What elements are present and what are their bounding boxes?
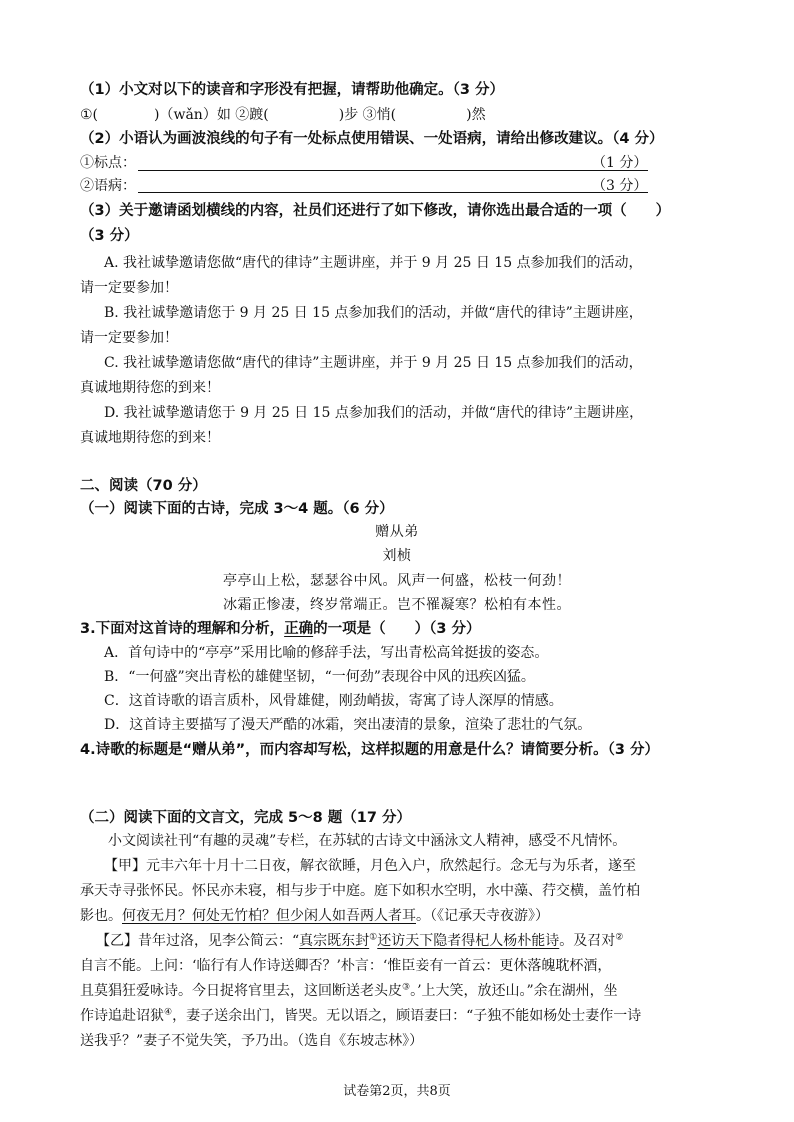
jia-underlined-sentence: 何夜无月？何处无竹柏？但少闲人如吾两人者耳 <box>122 908 416 924</box>
footnote-3: ③ <box>402 982 411 993</box>
question-3-pre: 3.下面对这首诗的理解和分析， <box>80 621 285 637</box>
yi-line-3-end: 。’上大笑，放还山。”余在湖州，坐 <box>410 983 618 999</box>
jia-line-3-start: 影也。 <box>80 908 122 924</box>
part2-intro: 小文阅读社刊“有趣的灵魂”专栏，在苏轼的古诗文中涵泳文人精神，感受不凡情怀。 <box>108 833 627 849</box>
q3-option-b: B．“一何盛”突出青松的雄健坚韧，“一何劲”表现谷中风的迅疾凶猛。 <box>104 669 535 685</box>
footnote-1: ① <box>369 932 378 943</box>
yi-line-1-end: 。及召对 <box>559 933 616 949</box>
jia-line-2: 承天寺寻张怀民。怀民亦未寝，相与步于中庭。庭下如积水空明，水中藻、荇交横，盖竹柏 <box>80 883 640 899</box>
q2-punct-label: ①标点： <box>80 155 136 171</box>
option-b-line2: 请一定要参加！ <box>80 330 178 346</box>
yi-line-4-start: 作诗追赴诏狱 <box>80 1008 164 1024</box>
footnote-2: ② <box>615 932 624 943</box>
q2-punct-score: （1 分） <box>592 155 648 171</box>
question-3-emphasis: 正确 <box>284 621 314 637</box>
option-b-line1: B. 我社诚挚邀请您于 9 月 25 日 15 点参加我们的活动，并做“唐代的律诗”主题讲座， <box>104 305 643 321</box>
option-a-line1: A. 我社诚挚邀请您做“唐代的律诗”主题讲座，并于 9 月 25 日 15 点参加我们的活动， <box>104 255 643 271</box>
q3-score: （3 分） <box>80 228 139 244</box>
yi-line-4 <box>80 1005 641 1025</box>
q2-grammar-answer-line[interactable] <box>138 192 648 193</box>
question-4: 4.诗歌的标题是“赠从弟”，而内容却写松，这样拟题的用意是什么？请简要分析。（3 分） <box>80 742 660 758</box>
option-d-line2: 真诚地期待您的到来！ <box>80 430 220 446</box>
poem-line-2: 冰霜正惨凄，终岁常端正。岂不罹凝寒？松柏有本性。 <box>223 597 571 613</box>
yi-line-4-end: ，妻子送余出门，皆哭。无以语之，顾语妻曰：“子独不能如杨处士妻作一诗 <box>172 1008 642 1024</box>
option-a-line2: 请一定要参加！ <box>80 280 178 296</box>
part2-title: （二）阅读下面的文言文，完成 5～8 题（17 分） <box>80 810 411 826</box>
q2-punct-answer-line[interactable] <box>138 170 648 171</box>
yi-underlined-2: 还访天下隐者得杞人杨朴能诗 <box>377 933 560 949</box>
q2-grammar-label: ②语病： <box>80 178 136 194</box>
yi-underlined-1: 真宗既东封 <box>299 933 370 949</box>
footnote-4: ④ <box>164 1007 173 1018</box>
q3-option-a: A．首句诗中的“亭亭”采用比喻的修辞手法，写出青松高耸挺拔的姿态。 <box>104 645 549 661</box>
jia-line-3 <box>80 905 549 925</box>
poem-title: 赠从弟 <box>375 524 419 540</box>
jia-line-1: 【甲】元丰六年十月十二日夜，解衣欲睡，月色入户，欣然起行。念无与为乐者，遂至 <box>104 858 636 874</box>
option-d-line1: D. 我社诚挚邀请您于 9 月 25 日 15 点参加我们的活动，并做“唐代的律诗”主题讲座， <box>104 405 644 421</box>
question-3-post: 的一项是（ ）（3 分） <box>313 621 481 637</box>
part1-title: （一）阅读下面的古诗，完成 3～4 题。（6 分） <box>80 501 394 517</box>
question-3 <box>80 617 481 638</box>
option-c-line2: 真诚地期待您的到来！ <box>80 380 220 396</box>
q3-option-c: C．这首诗歌的语言质朴，风骨雄健，刚劲峭拔，寄寓了诗人深厚的情感。 <box>104 693 563 709</box>
q3-title: （3）关于邀请函划横线的内容，社员们还进行了如下修改，请你选出最合适的一项（ ） <box>80 203 671 219</box>
q3-option-d: D．这首诗主要描写了漫天严酷的冰霜，突出凄清的景象，渲染了悲壮的气氛。 <box>104 717 592 733</box>
q1-items: ①( )（wǎn）如 ②踱( )步 ③悄( )然 <box>80 107 486 123</box>
q2-grammar-score: （3 分） <box>592 178 648 194</box>
page-footer: 试卷第2页，共8页 <box>343 1084 451 1099</box>
poem-line-1: 亭亭山上松，瑟瑟谷中风。风声一何盛，松枝一何劲！ <box>223 573 571 589</box>
yi-line-1-start: 【乙】昔年过洛，见李公简云：“ <box>96 933 300 949</box>
jia-source: 。（《记承天寺夜游》） <box>416 908 549 924</box>
poem-author: 刘桢 <box>382 548 412 564</box>
yi-line-2: 自言不能。上问：‘临行有人作诗送卿否？’朴言：‘惟臣妾有一首云：更休落魄耽杯酒， <box>80 958 612 974</box>
q1-title: （1）小文对以下的读音和字形没有把握，请帮助他确定。（3 分） <box>80 82 504 98</box>
option-c-line1: C. 我社诚挚邀请您做“唐代的律诗”主题讲座，并于 9 月 25 日 15 点参加我们的活动， <box>104 355 643 371</box>
yi-line-3-start: 且莫猖狂爱咏诗。今日捉将官里去，这回断送老头皮 <box>80 983 402 999</box>
yi-line-3 <box>80 980 618 1000</box>
q2-title: （2）小语认为画波浪线的句子有一处标点使用错误、一处语病，请给出修改建议。（4 分） <box>80 131 664 147</box>
yi-line-5: 送我乎？”妻子不觉失笑，予乃出。（选自《东坡志林》） <box>80 1033 424 1049</box>
section-title: 二、阅读（70 分） <box>80 478 207 494</box>
yi-line-1 <box>96 930 623 950</box>
